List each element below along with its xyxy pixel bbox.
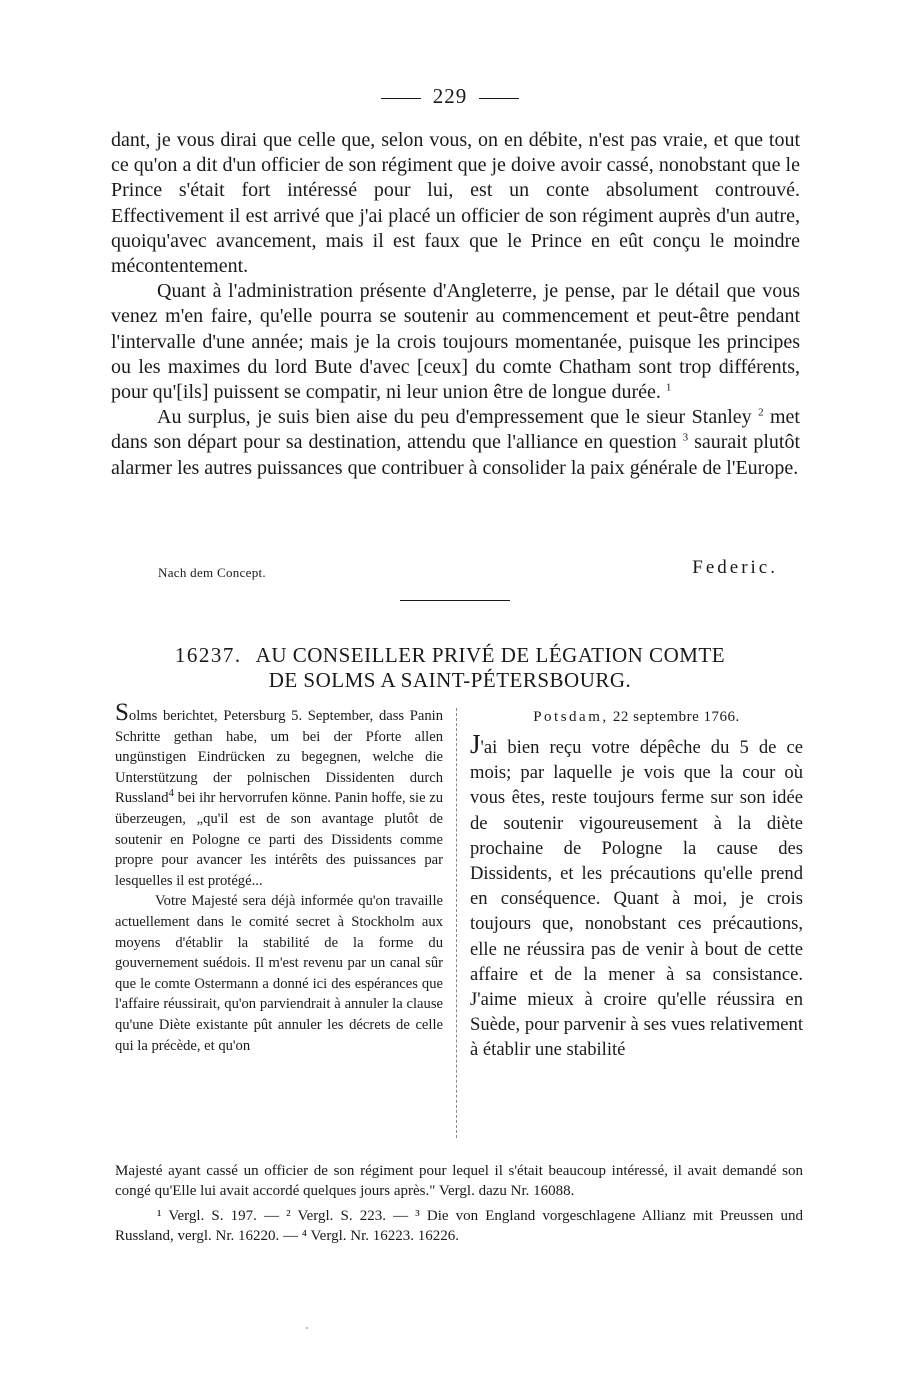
- main-paragraph-1: dant, je vous dirai que celle que, selon vous, on en débite, n'est pas vraie, et que tout ce qu'on a dit d'un officier de son régiment que je doive avoir cassé, nonobstant que le Prince s'était fort intéressé pour lui, est un conte absolument controuvé. Effectivement il est arrivé que j'ai placé un officier de son régiment auprès d'un autre, quoiqu'avec avancement, mais il est faux que le Prince en eût conçu le moindre mécontentement.: [111, 129, 800, 278]
- heading-title-2: DE SOLMS A SAINT-PÉTERSBOURG.: [268, 668, 632, 692]
- letter-dropcap: J: [470, 729, 481, 759]
- letter-heading: [0, 643, 900, 693]
- main-paragraph-3: [111, 405, 800, 481]
- main-paragraph-3-text-b: met dans son départ pour sa destination, attendu que l'alliance en question: [111, 406, 800, 454]
- summary-column: [115, 699, 443, 1056]
- footnote-list: ¹ Vergl. S. 197. — ² Vergl. S. 223. — ³ Die von England vorgeschlagene Allianz mit Preussen und Russland, vergl. Nr. 16220. — ⁴ Vergl. Nr. 16223. 16226.: [115, 1208, 803, 1244]
- footnote-ref-3: 3: [682, 431, 689, 444]
- main-paragraph-2: [111, 279, 800, 405]
- column-separator: [456, 708, 457, 1138]
- footnotes: [115, 1162, 803, 1246]
- summary-paragraph-1-text-b: bei ihr hervorrufen könne. Panin hoffe, sie zu überzeugen, „qu'il est de son avantage plutôt de soutenir en Pologne ce parti des Dissidents comme propre pour avancer les intérêts des puissances par lesquelles il est protégé...: [115, 790, 443, 889]
- signature-row: [111, 557, 800, 583]
- section-divider: [400, 600, 510, 601]
- main-text: [111, 128, 800, 481]
- main-paragraph-3-text-a: Au surplus, je suis bien aise du peu d'empressement que le sieur Stanley: [157, 406, 752, 429]
- page-number-value: 229: [432, 84, 468, 108]
- page-number: [0, 84, 900, 109]
- letter-date: 22 septembre 1766.: [608, 709, 740, 725]
- heading-title-1: AU CONSEILLER PRIVÉ DE LÉGATION COMTE: [255, 643, 726, 667]
- summary-paragraph-1-text-a: olms berichtet, Petersburg 5. September, dass Panin Schritte gethan habe, um bei der Pforte allen ungünstigen Eindrücken zu begegnen, welche die Unterstützung der polnischen Dissidenten durch Russland: [115, 708, 443, 807]
- paper-speck: [306, 1327, 308, 1329]
- footnote-ref-2: 2: [758, 406, 764, 419]
- page-number-dash-right: [479, 98, 519, 99]
- main-paragraph-3-text-c: saurait plutôt alarmer les autres puissances que contribuer à consolider la paix générale de l'Europe.: [111, 431, 801, 479]
- summary-paragraph-1: [115, 699, 443, 891]
- footnote-ref-4: 4: [168, 787, 175, 800]
- letter-place-date: [470, 706, 803, 728]
- main-paragraph-2-text: Quant à l'administration présente d'Angleterre, je pense, par le détail que vous venez m'en faire, qu'elle pourra se soutenir au commencement et peut-être pendant l'intervalle d'une année; mais je la crois toujours momentanée, puisque les principes ou les maximes du lord Bute d'avec [ceux] du comte Chatham sont trop différents, pour qu'[ils] puissent se compatir, ni leur union être de longue durée.: [111, 280, 800, 404]
- signature: Federic.: [692, 557, 778, 578]
- page-number-dash-left: [381, 98, 421, 99]
- summary-paragraph-2: Votre Majesté sera déjà informée qu'on travaille actuellement dans le comité secret à Stockholm aux moyens d'établir la stabilité de la forme du gouvernement suédois. Il m'est revenu par un canal sûr que le comte Ostermann a donné ici des espérances que l'affaire réussirait, qu'on parviendrait à annuler la clause qu'une Diète existante pût annuler les décrets de celle qui la précède, et qu'on: [115, 893, 443, 1054]
- letter-number: 16237.: [174, 643, 242, 667]
- letter-column: [470, 706, 803, 1063]
- summary-dropcap: S: [115, 699, 129, 726]
- heading-line-1: [0, 643, 900, 668]
- footnote-continuation: Majesté ayant cassé un officier de son régiment pour lequel il s'était beaucoup intéressé, il avait demandé son congé qu'Elle lui avait accordé quelques jours après." Vergl. dazu Nr. 16088.: [115, 1163, 803, 1199]
- letter-body: [470, 729, 803, 1063]
- footnote-ref-1: 1: [665, 381, 672, 394]
- concept-note: Nach dem Concept.: [158, 565, 266, 580]
- letter-body-text: 'ai bien reçu votre dépêche du 5 de ce mois; par laquelle je vois que la cour où vous êtes, reste toujours ferme sur son idée de soutenir vigoureusement à la diète prochaine de Pologne la cause des Dissidents, et les précautions qu'elle prend en conséquence. Quant à moi, je crois toujours que, nonobstant ces précautions, elle ne réussira pas de venir à bout de cette affaire et de la mener à sa consistance. J'aime mieux à croire qu'elle réussira en Suède, pour parvenir à ses vues relativement à établir une stabilité: [470, 737, 803, 1061]
- letter-place: Potsdam,: [533, 709, 609, 725]
